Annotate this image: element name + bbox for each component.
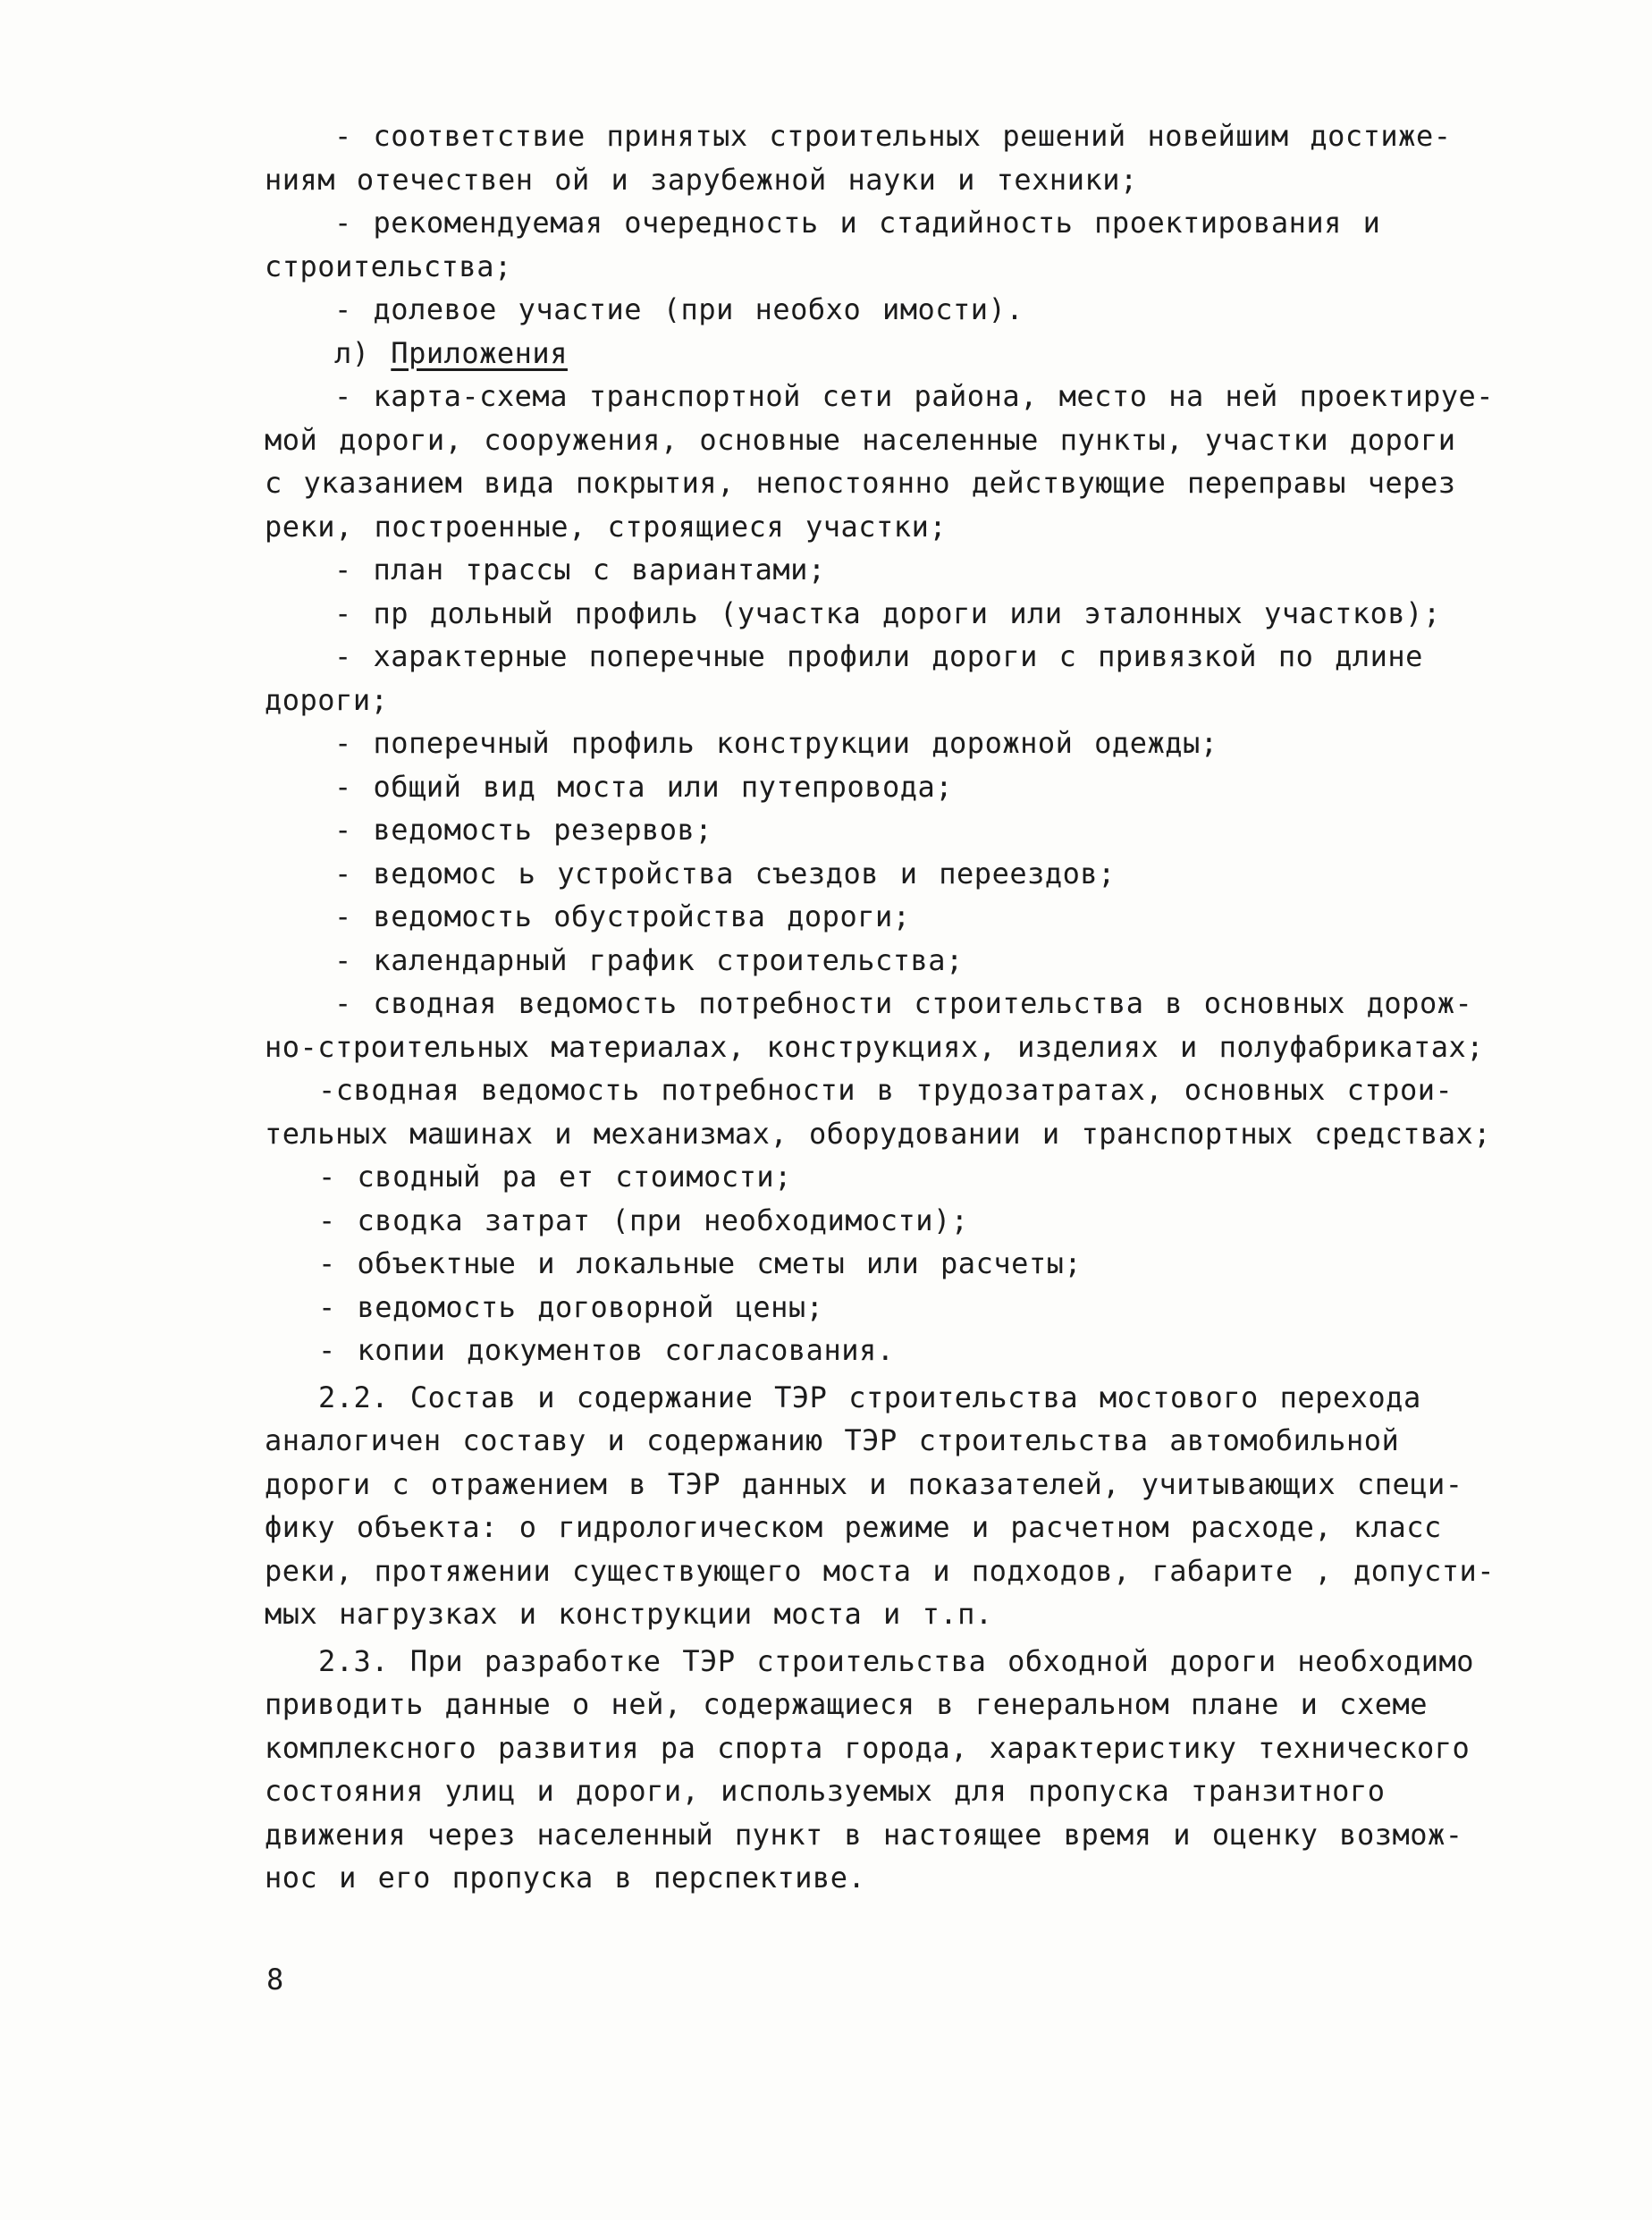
appendix-heading: Приложения	[391, 335, 568, 370]
text-line: - характерные поперечные профили дороги с привязкой по длине	[334, 639, 1423, 673]
text-line: - календарный график строительства;	[334, 942, 964, 977]
text-line: комплексного развития ра спорта города, характеристику технического	[265, 1730, 1471, 1765]
text-line: - план трассы с вариантами;	[334, 553, 826, 587]
text-line: -сводная ведомость потребности в трудозатратах, основных строи-	[318, 1073, 1454, 1107]
appendix-heading-line	[265, 332, 1516, 376]
text-line: строительства;	[265, 249, 512, 283]
page-number: 8	[266, 1963, 284, 1996]
text-line: - поперечный профиль конструкции дорожной одежды;	[334, 726, 1218, 760]
text-line: - сводка затрат (при необходимости);	[318, 1203, 969, 1237]
text-line: фику объекта: о гидрологическом режиме и расчетном расходе, класс	[265, 1510, 1442, 1544]
text-line: - карта-схема транспортной сети района, место на ней проектируе-	[334, 379, 1494, 413]
text-line: 2.2. Состав и содержание ТЭР строительства мостового перехода	[318, 1380, 1421, 1414]
text-line: - общий вид моста или путепровода;	[334, 769, 954, 804]
text-line: дороги;	[265, 682, 389, 717]
text-line: - рекомендуемая очередность и стадийность проектирования и	[334, 206, 1381, 240]
text-line: ниям отечествен ой и зарубежной науки и техники;	[265, 162, 1138, 197]
text-line: - соответствие принятых строительных решений новейшим достиже-	[334, 119, 1452, 153]
text-line: - сводный ра ет стоимости;	[318, 1160, 792, 1194]
text-line: реки, построенные, строящиеся участки;	[265, 509, 948, 544]
text-line: - ведомость договорной цены;	[318, 1289, 824, 1324]
text-line: но-строительных материалах, конструкциях, изделиях и полуфабрикатах;	[265, 1029, 1485, 1064]
text-line: движения через населенный пункт в настоящее время и оценку возмож-	[265, 1817, 1463, 1852]
text-line: аналогичен составу и содержанию ТЭР строительства автомобильной	[265, 1423, 1400, 1457]
text-line: - ведомос ь устройства съездов и переездов;	[334, 856, 1116, 891]
text-line: - сводная ведомость потребности строительства в основных дорож-	[334, 986, 1473, 1020]
text-line: с указанием вида покрытия, непостоянно действующие переправы через	[265, 466, 1456, 500]
text-line: нос и его пропуска в перспективе.	[265, 1861, 866, 1895]
text-line: - пр дольный профиль (участка дороги или эталонных участков);	[334, 595, 1441, 630]
text-line: тельных машинах и механизмах, оборудовании и транспортных средствах;	[265, 1116, 1492, 1151]
text-line: - копии документов согласования.	[318, 1333, 895, 1367]
text-line: - объектные и локальные сметы или расчеты;	[318, 1246, 1083, 1280]
text-line: - ведомость обустройства дороги;	[334, 899, 911, 933]
appendix-heading-prefix: л)	[334, 335, 392, 370]
document-body	[265, 114, 1516, 1900]
text-line: приводить данные о ней, содержащиеся в генеральном плане и схеме	[265, 1687, 1428, 1721]
text-line: - долевое участие (при необхо имости).	[334, 292, 1024, 326]
text-line: состояния улиц и дороги, используемых для пропуска транзитного	[265, 1774, 1386, 1808]
text-line: реки, протяжении существующего моста и подходов, габарите , допусти-	[265, 1553, 1496, 1588]
text-line: мых нагрузках и конструкции моста и т.п.	[265, 1597, 993, 1631]
text-line: дороги с отражением в ТЭР данных и показателей, учитывающих специ-	[265, 1466, 1463, 1501]
text-line: 2.3. При разработке ТЭР строительства обходной дороги необходимо	[318, 1643, 1474, 1678]
text-line: мой дороги, сооружения, основные населенные пункты, участки дороги	[265, 422, 1456, 457]
text-line: - ведомость резервов;	[334, 813, 713, 847]
